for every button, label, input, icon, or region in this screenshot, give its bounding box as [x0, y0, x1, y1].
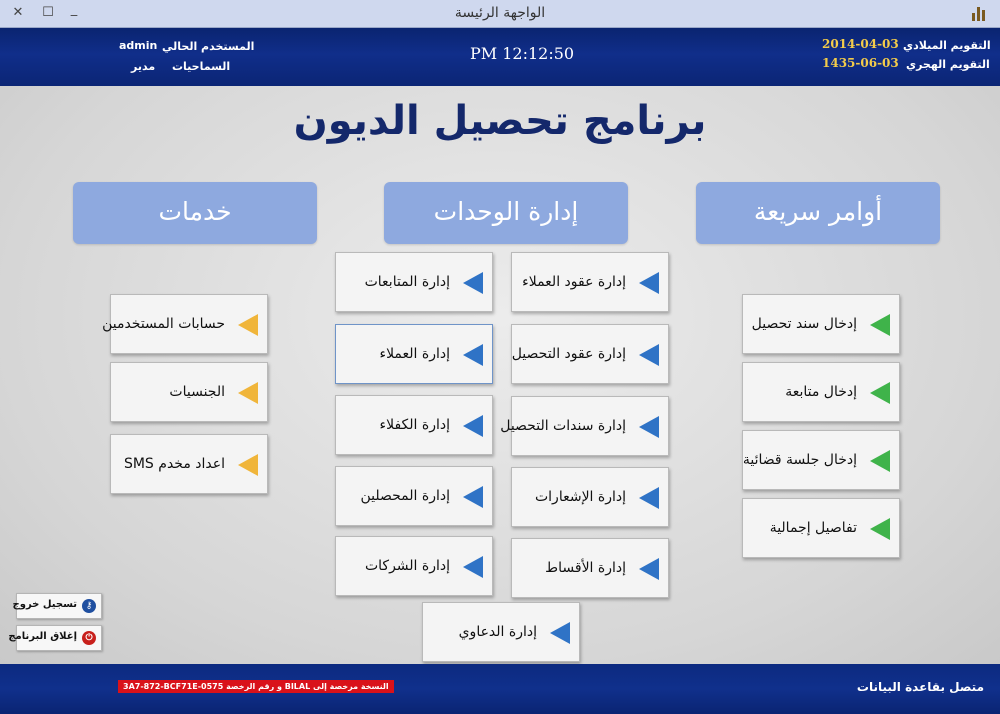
tile-label: إدارة الدعاوي — [458, 624, 537, 640]
current-user-label: المستخدم الحالي — [162, 40, 255, 53]
power-icon: ⏻ — [82, 631, 96, 645]
orange-arrow-icon — [238, 454, 258, 476]
license-badge: النسخة مرخصة إلى BILAL و رقم الرخصة 3A7-872-BCF71E-0575 — [118, 680, 394, 693]
services-user-accounts-button[interactable] — [102, 294, 268, 354]
current-user-value: admin — [119, 39, 158, 52]
units-lawsuits-button[interactable] — [422, 602, 580, 662]
orange-arrow-icon — [238, 314, 258, 336]
logout-label: تسجيل خروج — [12, 599, 77, 610]
blue-arrow-icon — [639, 487, 659, 509]
connection-status: متصل بقاعدة البيانات — [856, 680, 984, 694]
app-title: برنامج تحصيل الديون — [293, 98, 707, 144]
units-followups-button[interactable] — [335, 252, 493, 312]
quick-add-collection-receipt-button[interactable] — [742, 294, 900, 354]
section-quick-commands: أوامر سريعة — [696, 182, 940, 244]
services-nationalities-button[interactable] — [110, 362, 268, 422]
quick-add-court-session-button[interactable] — [742, 430, 900, 490]
logout-button[interactable] — [12, 593, 102, 619]
quick-total-details-button[interactable] — [742, 498, 900, 558]
tile-label: إدخال سند تحصيل — [751, 316, 857, 332]
window-title: الواجهة الرئيسة — [454, 5, 546, 21]
gregorian-label: التقويم الميلادي — [903, 39, 991, 52]
blue-arrow-icon — [639, 344, 659, 366]
tile-label: إدارة العملاء — [379, 346, 450, 362]
tile-label: إدارة الكفلاء — [379, 417, 450, 433]
units-collection-contracts-button[interactable] — [511, 324, 669, 384]
units-collectors-button[interactable] — [335, 466, 493, 526]
tile-label: إدارة الإشعارات — [534, 489, 626, 505]
tile-label: إدارة الأقساط — [545, 560, 626, 576]
tile-label: إدخال جلسة قضائية — [742, 452, 857, 468]
green-arrow-icon — [870, 314, 890, 336]
services-sms-server-button[interactable] — [110, 434, 268, 494]
tile-label: إدارة عقود التحصيل — [511, 346, 626, 362]
window-title-bar — [0, 0, 1000, 28]
tile-label: إدارة الشركات — [364, 558, 450, 574]
permissions-label: السماحيات — [172, 60, 231, 73]
blue-arrow-icon — [639, 558, 659, 580]
info-header — [0, 28, 1000, 86]
close-program-label: إغلاق البرنامج — [8, 631, 77, 642]
orange-arrow-icon — [238, 382, 258, 404]
blue-arrow-icon — [639, 272, 659, 294]
app-chart-icon — [972, 6, 986, 21]
units-client-contracts-button[interactable] — [511, 252, 669, 312]
blue-arrow-icon — [463, 344, 483, 366]
close-window-icon[interactable]: ✕ — [12, 5, 24, 20]
tile-label: إدارة سندات التحصيل — [500, 418, 626, 434]
units-installments-button[interactable] — [511, 538, 669, 598]
hijri-label: التقويم الهجري — [906, 58, 990, 71]
units-companies-button[interactable] — [335, 536, 493, 596]
tile-label: حسابات المستخدمين — [102, 316, 225, 332]
tile-label: تفاصيل إجمالية — [769, 520, 857, 536]
section-units-management: إدارة الوحدات — [384, 182, 628, 244]
units-notifications-button[interactable] — [511, 467, 669, 527]
tile-label: إدارة المحصلين — [360, 488, 450, 504]
tile-label: إدارة عقود العملاء — [522, 274, 626, 290]
status-footer — [0, 664, 1000, 714]
gregorian-date: 2014-04-03 — [822, 37, 899, 51]
blue-arrow-icon — [463, 486, 483, 508]
close-program-button[interactable] — [8, 625, 102, 651]
minimize-window-icon[interactable]: _ — [70, 2, 78, 17]
key-icon: ⚷ — [82, 599, 96, 613]
maximize-window-icon[interactable]: ☐ — [42, 5, 54, 20]
units-collection-receipts-button[interactable] — [500, 396, 669, 456]
blue-arrow-icon — [463, 415, 483, 437]
tile-label: اعداد مخدم SMS — [123, 456, 225, 472]
green-arrow-icon — [870, 518, 890, 540]
green-arrow-icon — [870, 450, 890, 472]
tile-label: الجنسيات — [169, 384, 225, 400]
blue-arrow-icon — [639, 416, 659, 438]
hijri-date: 1435-06-03 — [822, 56, 899, 70]
units-guarantors-button[interactable] — [335, 395, 493, 455]
permissions-value: مدير — [131, 60, 156, 73]
tile-label: إدارة المتابعات — [364, 274, 450, 290]
units-clients-button[interactable] — [335, 324, 493, 384]
tile-label: إدخال متابعة — [785, 384, 857, 400]
main-panel — [0, 86, 1000, 664]
blue-arrow-icon — [550, 622, 570, 644]
blue-arrow-icon — [463, 556, 483, 578]
clock: PM 12:12:50 — [470, 44, 575, 63]
green-arrow-icon — [870, 382, 890, 404]
blue-arrow-icon — [463, 272, 483, 294]
quick-add-followup-button[interactable] — [742, 362, 900, 422]
section-services: خدمات — [73, 182, 317, 244]
